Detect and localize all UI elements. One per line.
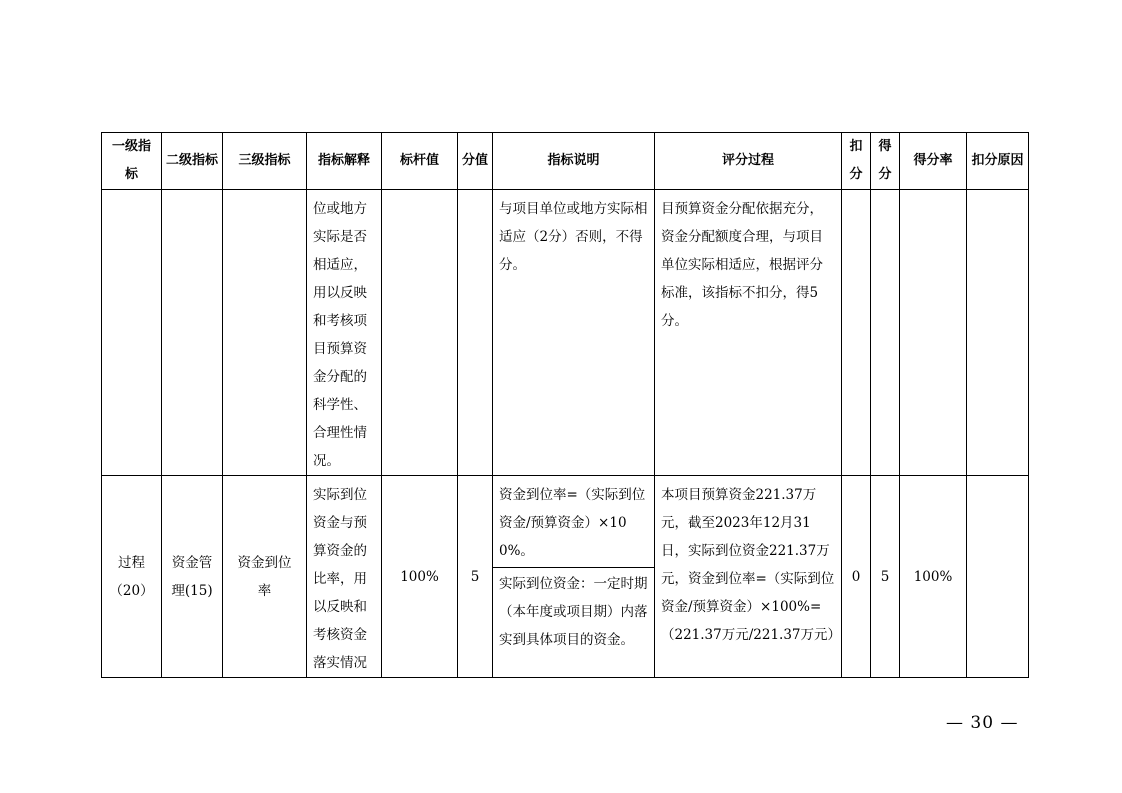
cell-deduct: 0 xyxy=(842,476,871,678)
header-row xyxy=(102,133,1029,190)
table-row xyxy=(102,190,1029,476)
description-definition: 实际到位资金：一定时期（本年度或项目期）内落实到具体项目的资金。 xyxy=(499,576,648,648)
cell-description: 与项目单位或地方实际相适应（2分）否则，不得分。 xyxy=(493,190,655,476)
cell-process: 本项目预算资金221.37万元，截至2023年12月31日，实际到位资金221.37万元，资金到位率=（实际到位资金/预算资金）×100%=（221.37万元/221.37万元） xyxy=(655,476,842,678)
evaluation-table xyxy=(101,132,1029,678)
cell-level1: 过程（20） xyxy=(102,476,162,678)
header-benchmark: 标杆值 xyxy=(382,133,458,190)
header-description: 指标说明 xyxy=(493,133,655,190)
description-formula: 资金到位率=（实际到位资金/预算资金）×100%。 xyxy=(493,476,654,568)
cell-process: 目预算资金分配依据充分，资金分配额度合理，与项目单位实际相适应，根据评分标准，该指标不扣分，得5分。 xyxy=(655,190,842,476)
header-deduct: 扣分 xyxy=(842,133,871,190)
cell-rate: 100% xyxy=(900,476,967,678)
cell-explain: 实际到位资金与预算资金的比率，用以反映和考核资金落实情况 xyxy=(307,476,382,678)
header-rate: 得分率 xyxy=(900,133,967,190)
header-process: 评分过程 xyxy=(655,133,842,190)
header-explain: 指标解释 xyxy=(307,133,382,190)
header-reason: 扣分原因 xyxy=(967,133,1029,190)
header-score: 得分 xyxy=(871,133,900,190)
header-level1: 一级指标 xyxy=(102,133,162,190)
cell-benchmark: 100% xyxy=(382,476,458,678)
cell-score: 5 xyxy=(871,476,900,678)
cell-level2: 资金管理(15) xyxy=(162,476,223,678)
header-level2: 二级指标 xyxy=(162,133,223,190)
cell-score-value: 5 xyxy=(458,476,493,678)
header-score-value: 分值 xyxy=(458,133,493,190)
table-row xyxy=(102,476,1029,678)
header-level3: 三级指标 xyxy=(223,133,307,190)
cell-level3: 资金到位率 xyxy=(223,476,307,678)
cell-description xyxy=(493,476,655,678)
page-number: — 30 — xyxy=(946,713,1019,733)
cell-reason xyxy=(967,476,1029,678)
cell-explain: 位或地方实际是否相适应，用以反映和考核项目预算资金分配的科学性、合理性情况。 xyxy=(307,190,382,476)
